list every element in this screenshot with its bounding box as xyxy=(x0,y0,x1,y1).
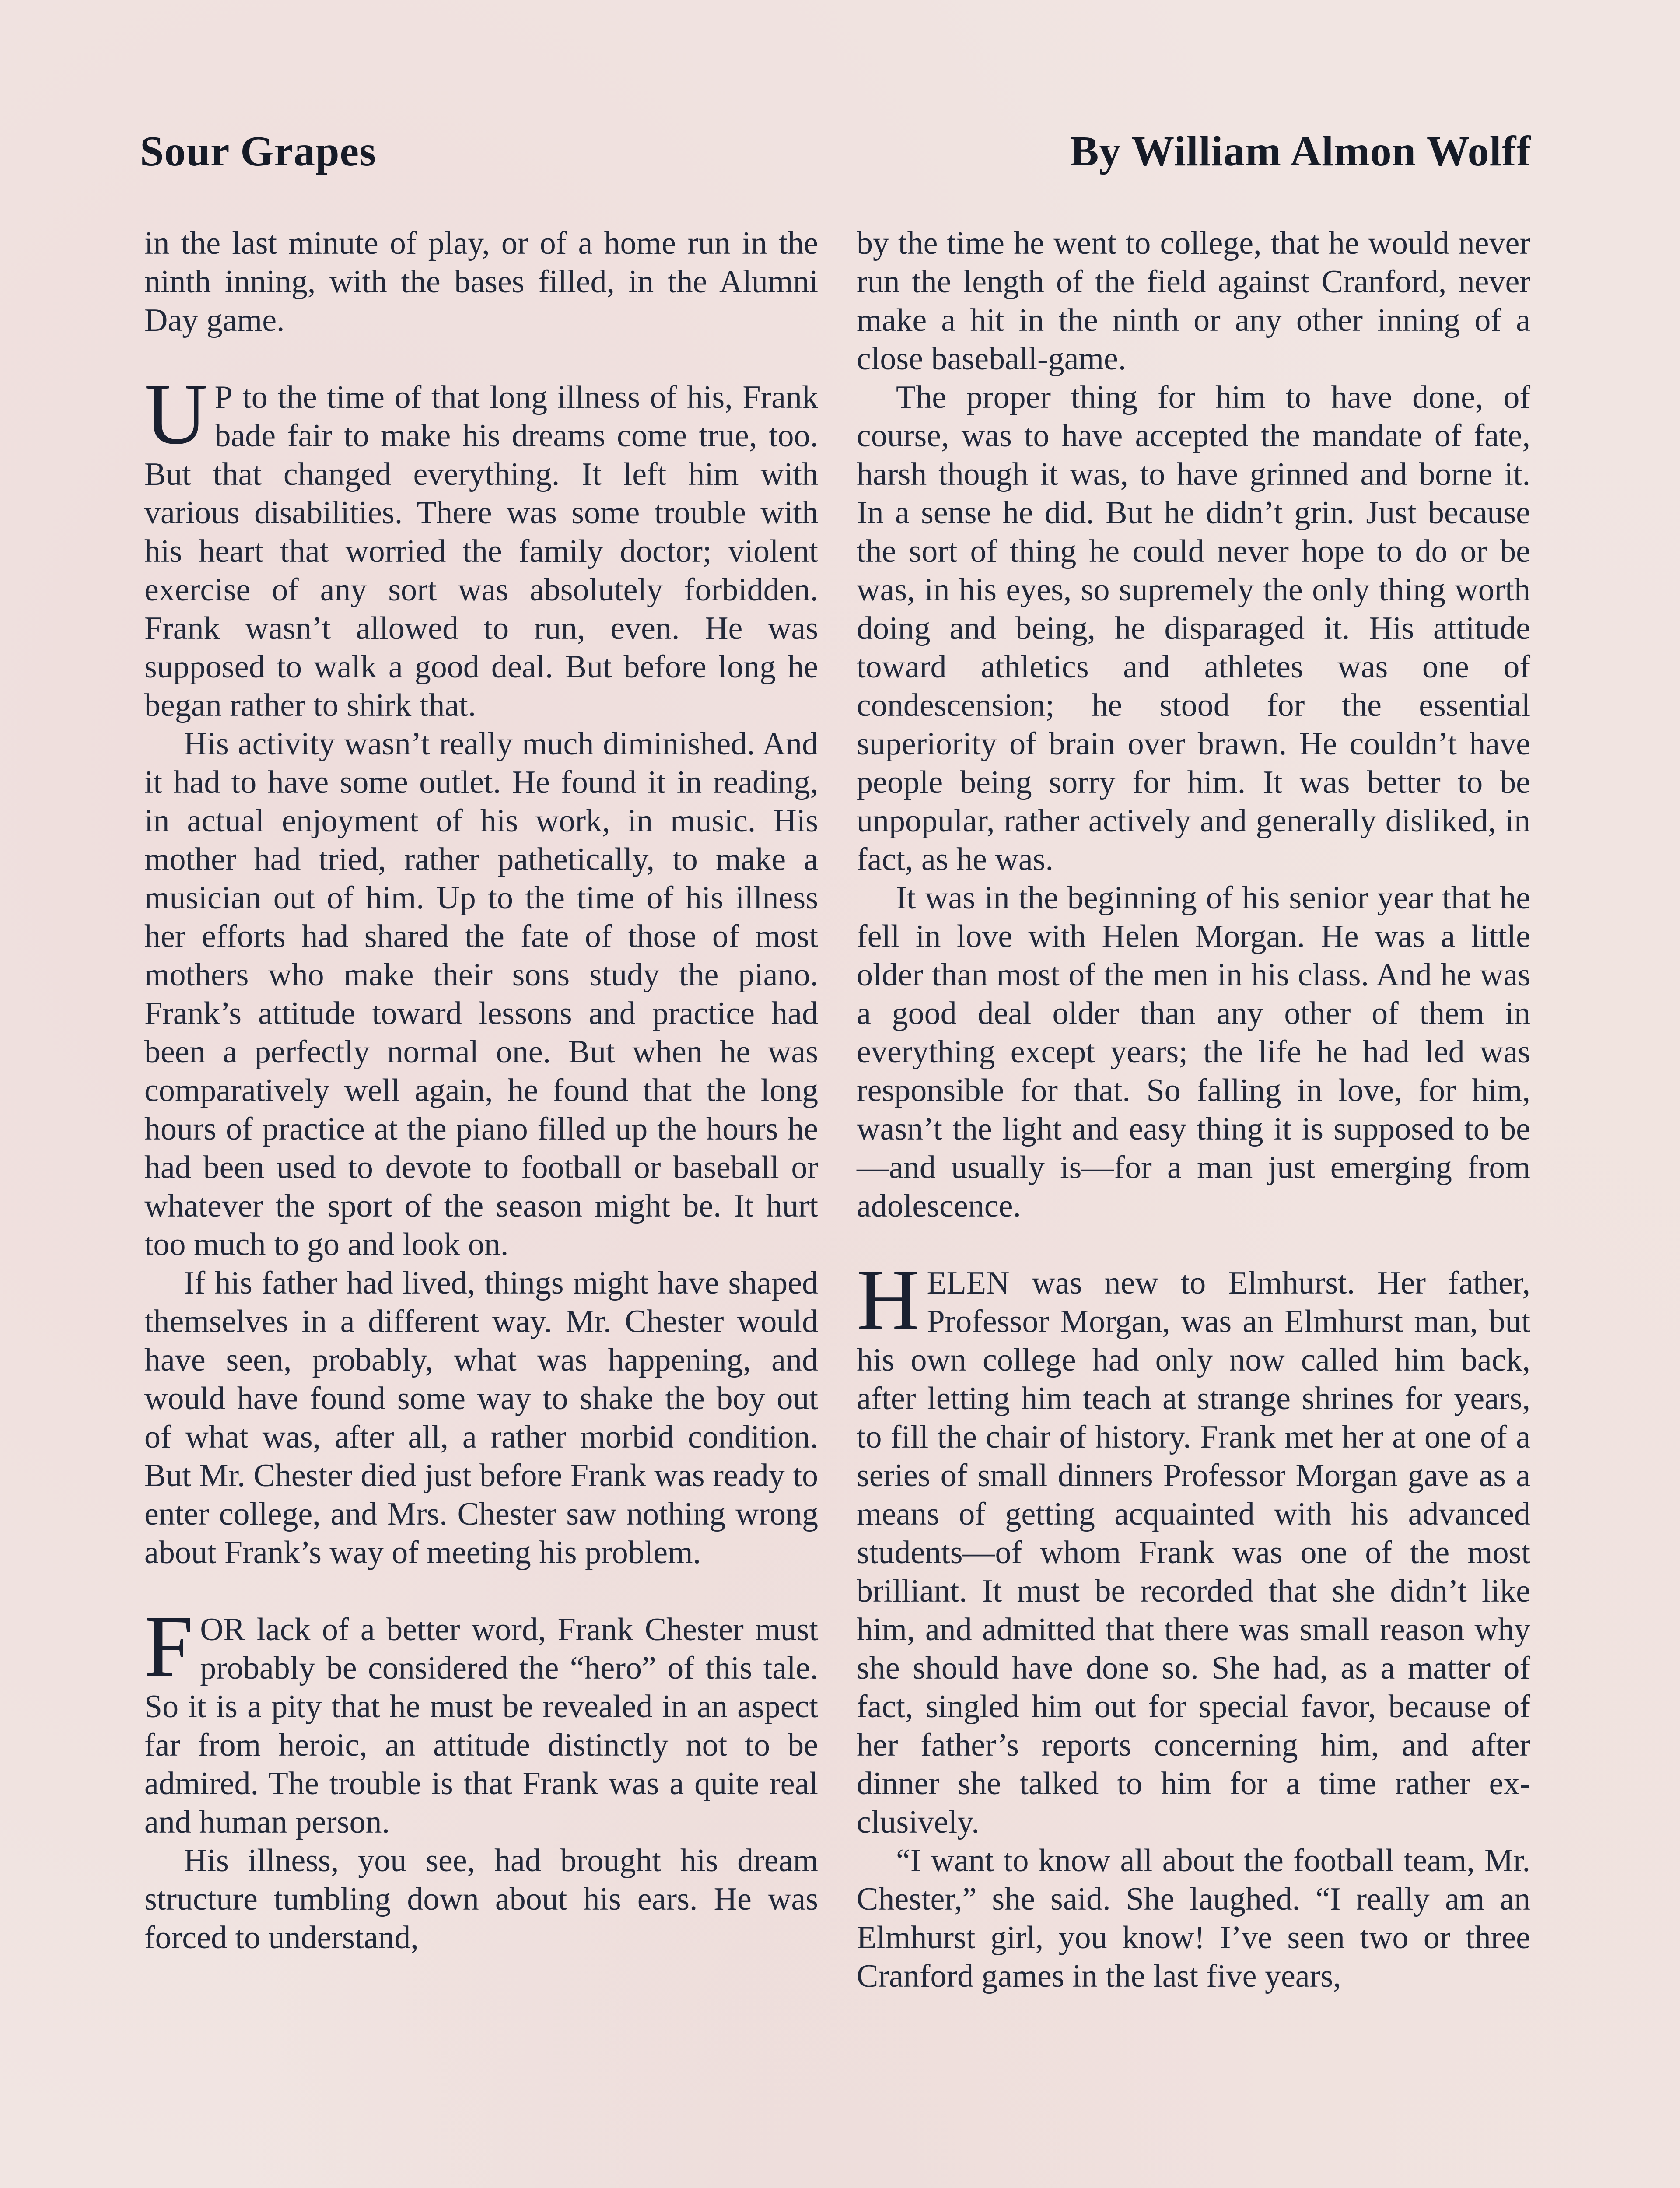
paragraph: It was in the beginning of his senior year that he fell in love with Helen Morgan. He was a little older than most of the men in his class. And he was a good deal older than any other of them in everything except years; the life he had led was responsible for that. So falling in love, for him, wasn’t the light and easy thing it is supposed to be—and usually is—for a man just emerging from adolescence. xyxy=(857,880,1530,1224)
paragraph-text: lack of a better word, Frank Chester must probably be considered the “hero” of this tale. So it is a pity that he must be revealed in an aspect far from heroic, an attitude distinctly not to be admired. The trouble is that Frank was a quite real and human person. xyxy=(144,1612,818,1840)
paragraph: His activity wasn’t really much diminished. And it had to have some outlet. He found it in reading, in actual enjoyment of his work, in music. His mother had tried, rather pathetically, to make a musician out of him. Up to the time of his illness her efforts had shared the fate of those of most mothers who make their sons study the piano. Frank’s attitude toward lessons and practice had been a perfectly normal one. But when he was comparatively well again, he found that the long hours of practice at the piano filled up the hours he had been used to devote to football or baseball or whatever the sport of the season might be. It hurt too much to go and look on. xyxy=(144,726,818,1262)
small-caps-lead: ELEN xyxy=(927,1265,1010,1301)
drop-cap: F xyxy=(144,1598,193,1695)
paragraph: in the last minute of play, or of a home run in the ninth inning, with the bases filled, in the Alumni Day game. xyxy=(144,225,818,338)
paragraph: If his father had lived, things might have shaped themselves in a different way. Mr. Chester would have seen, probably, what was happening, and would have found some way to shake the boy out of what was, after all, a rather morbid condition. But Mr. Chester died just before Frank was ready to enter college, and Mrs. Chester saw nothing wrong about Frank’s way of meeting his problem. xyxy=(144,1265,818,1571)
drop-cap: H xyxy=(857,1252,920,1348)
author-byline: By William Almon Wolff xyxy=(1070,128,1531,175)
left-column xyxy=(144,224,818,2188)
paragraph: “I want to know all about the football team, Mr. Chester,” she said. She laughed. “I really am an Elmhurst girl, you know! I’ve seen two or three Cranford games in the last five years, xyxy=(857,1843,1530,1994)
small-caps-lead: OR xyxy=(200,1612,245,1648)
right-column xyxy=(857,224,1530,2188)
paragraph: by the time he went to college, that he would never run the length of the field against Cranford, never make a hit in the ninth or any other inning of a close baseball-game. xyxy=(857,225,1530,377)
section-paragraph xyxy=(857,1252,1530,1841)
section-paragraph xyxy=(144,1598,818,1841)
small-caps-lead: P xyxy=(214,379,233,415)
story-title: Sour Grapes xyxy=(140,128,377,175)
section-paragraph xyxy=(144,366,818,725)
paragraph-text: to the time of that long illness of his, Frank bade fair to make his dreams come true, too. But that changed everything. It left him with various disabilities. There was some trouble with his heart that worried the family doctor; violent exercise of any sort was absolutely forbidden. Frank wasn’t allowed to run, even. He was supposed to walk a good deal. But before long he began rather to shirk that. xyxy=(144,379,818,723)
running-header xyxy=(140,127,1531,193)
paragraph: His illness, you see, had brought his dream structure tumbling down about his ears. He was forced to understand, xyxy=(144,1843,818,1956)
drop-cap: U xyxy=(144,366,208,463)
paragraph: The proper thing for him to have done, of course, was to have accepted the mandate of fate, harsh though it was, to have grinned and borne it. In a sense he did. But he didn’t grin. Just because the sort of thing he could never hope to do or be was, in his eyes, so supremely the only thing worth doing and being, he disparaged it. His attitude toward athletics and athletes was one of condescension; he stood for the essential superiority of brain over brawn. He couldn’t have people being sorry for him. It was better to be unpopular, rather actively and generally disliked, in fact, as he was. xyxy=(857,379,1530,877)
paragraph-text: was new to Elmhurst. Her father, Professor Morgan, was an Elmhurst man, but his own college had only now called him back, after letting him teach at strange shrines for years, to fill the chair of history. Frank met her at one of a series of small dinners Professor Morgan gave as a means of getting acquainted with his advanced students—of whom Frank was one of the most brilliant. It must be recorded that she didn’t like him, and admitted that there was small reason why she should have done so. She had, as a matter of fact, singled him out for special favor, because of her father’s reports concerning him, and after dinner she talked to him for a time rather exclusively. xyxy=(857,1265,1530,1840)
